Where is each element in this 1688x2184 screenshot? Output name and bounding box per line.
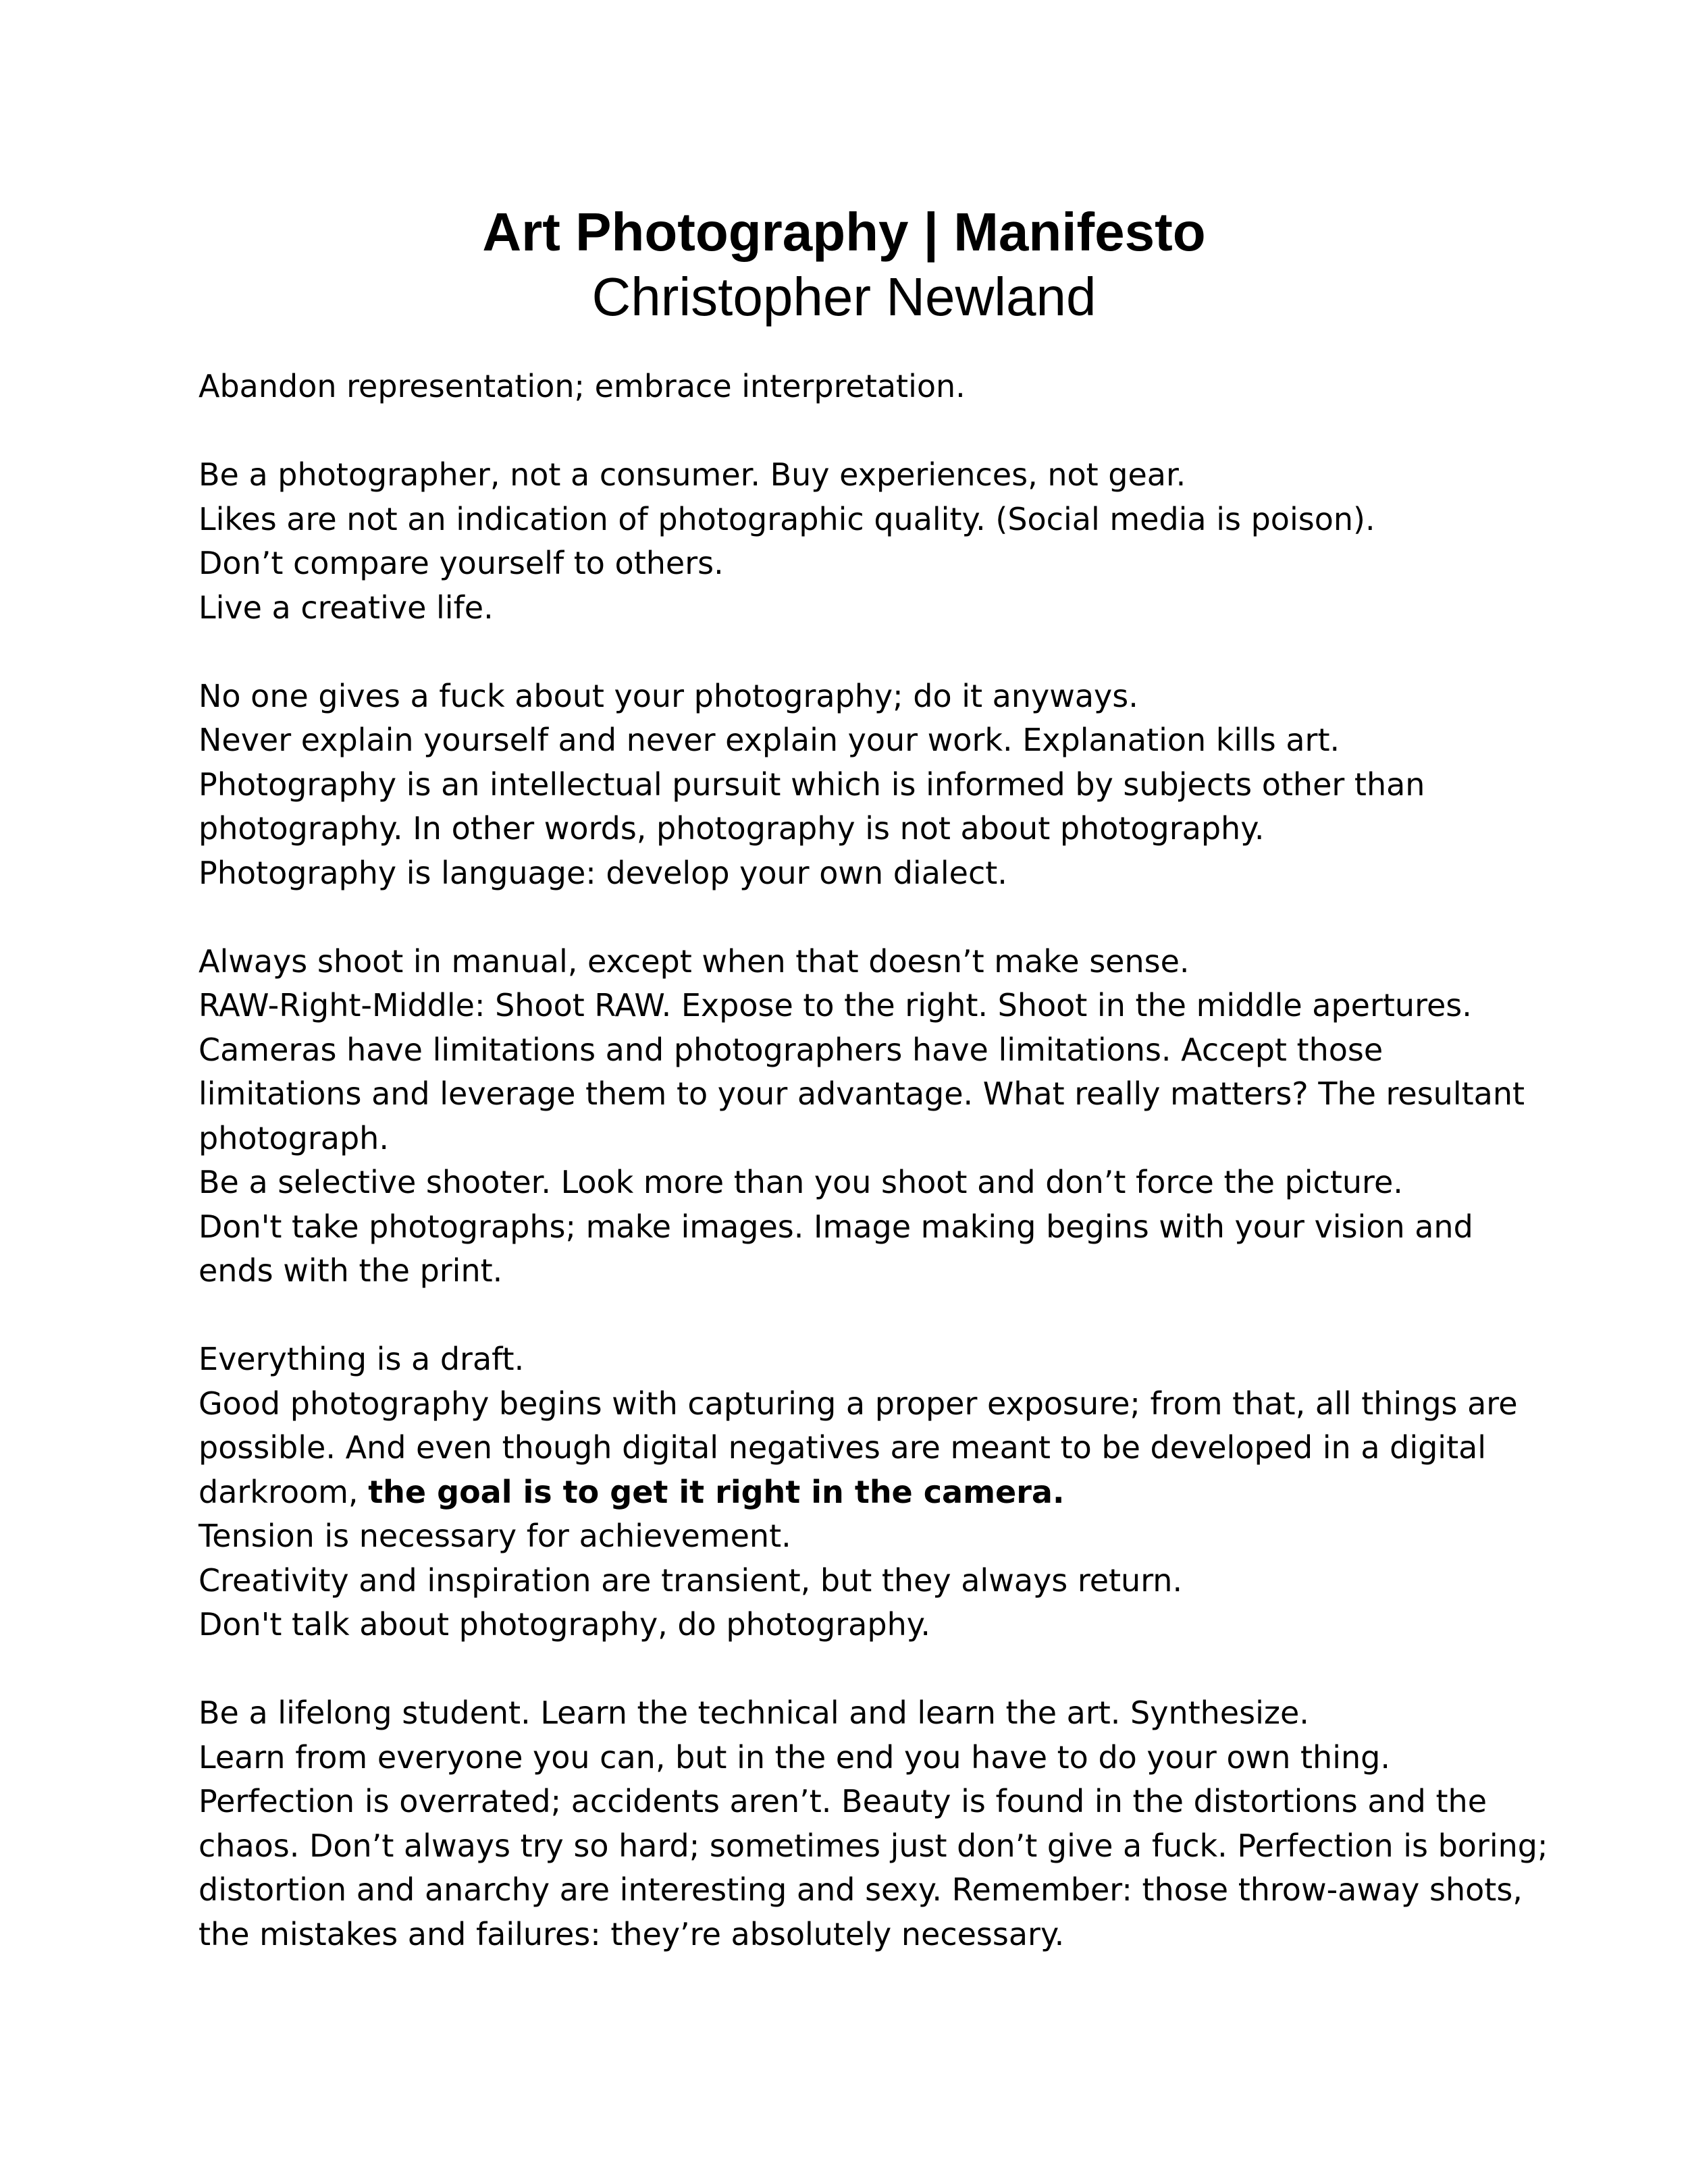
paragraph-1 <box>199 365 1522 409</box>
text-line: Photography is an intellectual pursuit which is informed by subjects other than <box>199 766 1425 803</box>
text-line: Learn from everyone you can, but in the end you have to do your own thing. <box>199 1738 1390 1776</box>
text-line: photography. In other words, photography is not about photography. <box>199 810 1265 847</box>
text-line: chaos. Don’t always try so hard; sometimes just don’t give a fuck. Perfection is boring; <box>199 1827 1548 1864</box>
text-line: distortion and anarchy are interesting and sexy. Remember: those throw-away shots, <box>199 1871 1523 1908</box>
emphasis-line <box>199 1470 1522 1515</box>
text-line: Perfection is overrated; accidents aren’t. Beauty is found in the distortions and the <box>199 1783 1487 1819</box>
text-line: ends with the print. <box>199 1252 503 1289</box>
text-line: limitations and leverage them to your advantage. What really matters? The resultant <box>199 1075 1525 1112</box>
text-line: Likes are not an indication of photographic quality. (Social media is poison). <box>199 500 1375 537</box>
text-line: the mistakes and failures: they’re absolutely necessary. <box>199 1915 1065 1952</box>
text-line: Be a selective shooter. Look more than you shoot and don’t force the picture. <box>199 1164 1403 1200</box>
emphasis-line-plain: darkroom, <box>199 1473 369 1510</box>
text-line: Don't talk about photography, do photography. <box>199 1606 931 1643</box>
paragraph-4 <box>199 940 1525 1294</box>
text-line: Always shoot in manual, except when that doesn’t make sense. <box>199 942 1190 980</box>
text-line: possible. And even though digital negatives are meant to be developed in a digital <box>199 1429 1487 1466</box>
text-line: Cameras have limitations and photographers have limitations. Accept those <box>199 1031 1383 1068</box>
text-line: Be a photographer, not a consumer. Buy experiences, not gear. <box>199 456 1186 493</box>
manifesto-body <box>199 365 1548 2001</box>
document-author: Christopher Newland <box>591 267 1097 327</box>
document-header <box>0 200 1688 329</box>
paragraph-5 <box>199 1337 1522 1647</box>
text-line: Don’t compare yourself to others. <box>199 545 724 581</box>
text-line: Don't take photographs; make images. Image making begins with your vision and <box>199 1208 1473 1245</box>
document-title: Art Photography | Manifesto <box>482 202 1206 262</box>
text-line: Photography is language: develop your own dialect. <box>199 854 1007 891</box>
text-line: Creativity and inspiration are transient, but they always return. <box>199 1562 1183 1599</box>
text-line: Good photography begins with capturing a proper exposure; from that, all things are <box>199 1385 1518 1422</box>
text-line: Tension is necessary for achievement. <box>199 1518 791 1554</box>
paragraph-2 <box>199 453 1522 630</box>
text-line: No one gives a fuck about your photography; do it anyways. <box>199 677 1138 714</box>
paragraph-3 <box>199 674 1522 896</box>
text-line: Never explain yourself and never explain your work. Explanation kills art. <box>199 722 1340 758</box>
emphasis-line-bold: the goal is to get it right in the camera. <box>368 1473 1065 1510</box>
text-line: Abandon representation; embrace interpretation. <box>199 368 966 404</box>
text-line: Be a lifelong student. Learn the technical and learn the art. Synthesize. <box>199 1695 1309 1731</box>
text-line: photograph. <box>199 1119 389 1156</box>
text-line: RAW-Right-Middle: Shoot RAW. Expose to the right. Shoot in the middle apertures. <box>199 987 1472 1023</box>
paragraph-6 <box>199 1691 1548 1956</box>
text-line: Everything is a draft. <box>199 1341 525 1377</box>
text-line: Live a creative life. <box>199 589 494 626</box>
